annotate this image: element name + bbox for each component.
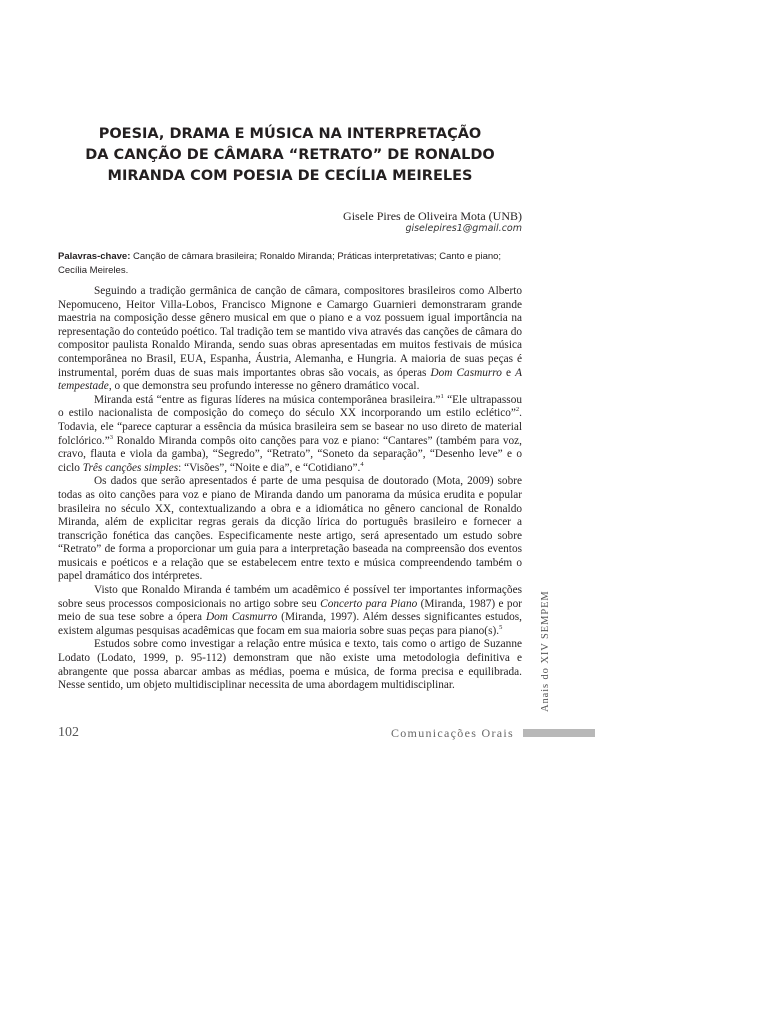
title-line-3: MIRANDA COM POESIA DE CECÍLIA MEIRELES	[107, 168, 473, 184]
paragraph-text: “Ele ultrapassou o estilo nacionalista de composição do começo do século XX incorporando um estilo eclético”	[58, 393, 523, 420]
paragraph-text: , o que demonstra seu profundo interesse no gênero dramático vocal.	[108, 380, 420, 393]
page-number: 102	[58, 725, 79, 740]
italic-title: A tempestade	[58, 366, 522, 393]
paragraph-3: Os dados que serão apresentados é parte de uma pesquisa de doutorado (Mota, 2009) sobre todas as oito canções para voz e piano de Miranda dando um panorama da música erudita e popular brasileira no século XX, contextualizando a obra e a idiomática no gênero cancional de Ronaldo Miranda, além de explicitar regras gerais da dicção lírica do português brasileiro e fornecer a transcrição fonética das canções. Especificamente neste artigo, será apresentado um estudo sobre “Retrato” de forma a proporcionar um guia para a interpretação baseada na compreensão dos eventos musicais e poéticos e a relação que se estabelecem entre texto e música compreendendo também o papel dramático dos intérpretes.	[58, 475, 522, 583]
keywords-label: Palavras-chave:	[58, 251, 131, 262]
paragraph-text: e	[501, 366, 516, 379]
author-name: Gisele Pires de Oliveira Mota (UNB)	[343, 209, 522, 223]
paragraph-1	[58, 285, 522, 394]
paragraph-2	[58, 394, 522, 476]
paragraph-text: : “Visões”, “Noite e dia”, e “Cotidiano”.	[178, 461, 361, 474]
paragraph-text: . Todavia, ele “parece capturar a essência da música brasileira sem se basear no uso direto de material folclórico.”	[58, 407, 522, 447]
article-title	[58, 124, 522, 187]
italic-title: Dom Casmurro	[205, 611, 278, 624]
paragraph-text: Ronaldo Miranda compôs oito canções para voz e piano: “Cantares” (também para voz, cravo, flauta e viola da gamba), “Segredo”, “Retrato”, “Soneto da separação”, “Desenho leve” e o ciclo	[58, 434, 522, 474]
footnote-ref: 2	[515, 406, 520, 414]
paragraph-text: Miranda está “entre as figuras líderes na música contemporânea brasileira.”	[94, 393, 441, 406]
article-body	[58, 285, 522, 693]
italic-title: Dom Casmurro	[430, 366, 502, 379]
keywords-text: Canção de câmara brasileira; Ronaldo Miranda; Práticas interpretativas; Canto e piano; Cecília Meireles.	[58, 251, 502, 276]
footnote-ref: 4	[360, 460, 364, 468]
paragraph-5: Estudos sobre como investigar a relação entre música e texto, tais como o artigo de Suzanne Lodato (Lodato, 1999, p. 95-112) demonstram que não existe uma metodologia definitiva e abrangente que possa abarcar ambas as médias, poema e música, de forma precisa e equilibrada. Nesse sentido, um objeto multidisciplinar necessita de uma abordagem multidisciplinar.	[58, 638, 522, 692]
footer-bar	[523, 729, 595, 737]
footnote-ref: 1	[440, 392, 444, 400]
section-label: Comunicações Orais	[390, 726, 514, 740]
title-line-2: DA CANÇÃO DE CÂMARA “RETRATO” DE RONALDO	[85, 147, 495, 163]
title-line-1: POESIA, DRAMA E MÚSICA NA INTERPRETAÇÃO	[98, 126, 482, 142]
author-email: giselepires1@gmail.com	[405, 223, 522, 234]
journal-side-label: Anais do XIV SEMPEM	[540, 590, 551, 712]
footnote-ref: 3	[109, 433, 114, 441]
italic-title: Três canções simples	[82, 461, 179, 474]
italic-title: Concerto para Piano	[320, 597, 418, 610]
paragraph-text: (Miranda, 1997). Além desses significantes estudos, existem algumas pesquisas acadêmicas que focam em sua maioria sobre suas peças para piano(s).	[58, 611, 522, 637]
paragraph-text: Visto que Ronaldo Miranda é também um acadêmico é possível ter importantes informações sobre seus processos composicionais no artigo sobre seu	[58, 584, 522, 610]
keywords	[58, 250, 522, 277]
paragraph-text: Seguindo a tradição germânica de canção de câmara, compositores brasileiros como Alberto Nepomuceno, Heitor Villa-Lobos, Francisco Mignone e Camargo Guarnieri demonstraram grande maestria na composição desse gênero musical em que o piano e a voz possuem igual importância na representação do conteúdo poético. Tal tradição tem se mantido viva através das canções de câmara do compositor paulista Ronaldo Miranda, sendo suas obras apresentadas em muitos festivais de música contemporânea no Brasil, EUA, Espanha, Áustria, Alemanha, e Hungria. A maioria de suas peças é instrumental, porém duas de suas mais importantes obras são vocais, as óperas	[58, 285, 522, 379]
paragraph-4	[58, 584, 522, 638]
footnote-ref: 5	[499, 624, 503, 632]
paragraph-text: (Miranda, 1987) e por meio de sua tese sobre a ópera	[58, 597, 522, 624]
